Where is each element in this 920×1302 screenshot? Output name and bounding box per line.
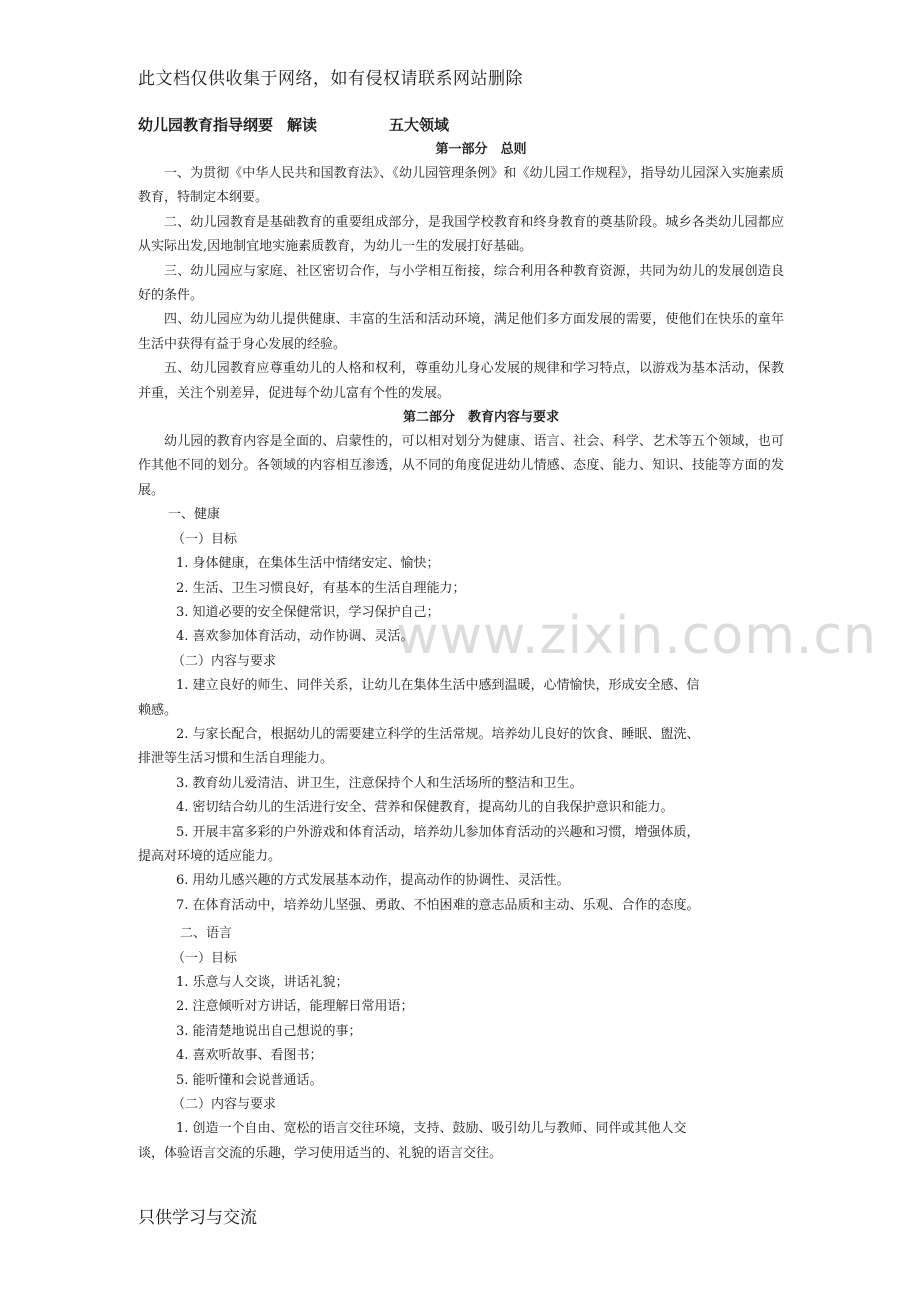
section-title-general: 第一部分 总则 — [435, 142, 527, 157]
goal-item: 1. 身体健康，在集体生活中情绪安定、愉快； — [176, 556, 440, 572]
content-heading: （二）内容与要求 — [172, 653, 277, 669]
goal-item: 2. 生活、卫生习惯良好，有基本的生活自理能力； — [176, 580, 466, 596]
goal-item: 3. 能清楚地说出自己想说的事； — [176, 1023, 362, 1039]
paragraph: 五、幼儿园教育应尊重幼儿的人格和权利，尊重幼儿身心发展的规律和学习特点，以游戏为基本活动，保教并重，关注个别差异，促进每个幼儿富有个性的发展。 — [138, 361, 784, 401]
content-item: 4. 密切结合幼儿的生活进行安全、营养和保健教育，提高幼儿的自我保护意识和能力。 — [176, 800, 674, 816]
title-part-2: 解读 — [287, 116, 318, 134]
goal-item: 3. 知道必要的安全保健常识，学习保护自己； — [176, 604, 440, 620]
goal-item: 5. 能听懂和会说普通话。 — [176, 1072, 323, 1088]
goal-item: 1. 乐意与人交谈，讲话礼貌； — [176, 975, 349, 990]
goals-heading: （一）目标 — [172, 950, 238, 966]
goals-heading: （一）目标 — [172, 531, 238, 547]
paragraph: 三、幼儿园应与家庭、社区密切合作，与小学相互衔接，综合利用各种教育资源，共同为幼儿的发展创造良好的条件。 — [138, 263, 784, 304]
paragraph: 幼儿园的教育内容是全面的、启蒙性的，可以相对划分为健康、语言、社会、科学、艺术等五个领域，也可作其他不同的划分。各领域的内容相互渗透，从不同的角度促进幼儿情感、态度、能力、知识、技能等方面的发展。 — [138, 434, 784, 498]
content-heading: （二）内容与要求 — [172, 1097, 277, 1113]
header-disclaimer: 此文档仅供收集于网络，如有侵权请联系网站删除 — [138, 69, 523, 89]
content-item: 3. 教育幼儿爱清洁、讲卫生，注意保持个人和生活场所的整洁和卫生。 — [176, 775, 583, 791]
goal-item: 4. 喜欢听故事、看图书； — [176, 1048, 323, 1064]
title-part-3: 五大领域 — [389, 116, 450, 134]
content-item: 1. 建立良好的师生、同伴关系，让幼儿在集体生活中感到温暖，心情愉快，形成安全感、信赖感。 — [138, 678, 700, 718]
document-body — [138, 112, 784, 1166]
title-part-1: 幼儿园教育指导纲要 — [138, 116, 274, 134]
document-title — [138, 112, 784, 138]
goal-item: 4. 喜欢参加体育活动，动作协调、灵活。 — [176, 629, 414, 645]
domain-heading-health: 一、健康 — [168, 507, 221, 523]
paragraph: 一、为贯彻《中华人民共和国教育法》、《幼儿园管理条例》和《幼儿园工作规程》，指导幼儿园深入实施素质教育，特制定本纲要。 — [138, 166, 784, 206]
content-item: 1. 创造一个自由、宽松的语言交往环境，支持、鼓励、吸引幼儿与教师、同伴或其他人交谈，体验语言交流的乐趣，学习使用适当的、礼貌的语言交往。 — [138, 1121, 687, 1161]
watermark: www.zixin.com.cn — [396, 606, 877, 666]
domain-heading-language: 二、语言 — [180, 926, 233, 942]
paragraph: 二、幼儿园教育是基础教育的重要组成部分，是我国学校教育和终身教育的奠基阶段。城乡各类幼儿园都应从实际出发,因地制宜地实施素质教育，为幼儿一生的发展打好基础。 — [138, 214, 784, 255]
content-item: 5. 开展丰富多彩的户外游戏和体育活动，培养幼儿参加体育活动的兴趣和习惯，增强体质，提高对环境的适应能力。 — [138, 824, 700, 864]
paragraph: 四、幼儿园应为幼儿提供健康、丰富的生活和活动环境，满足他们多方面发展的需要，使他们在快乐的童年生活中获得有益于身心发展的经验。 — [138, 312, 784, 352]
section-title-content: 第二部分 教育内容与要求 — [402, 410, 559, 426]
content-item: 7. 在体育活动中，培养幼儿坚强、勇敢、不怕困难的意志品质和主动、乐观、合作的态度。 — [176, 897, 700, 913]
content-item: 6. 用幼儿感兴趣的方式发展基本动作，提高动作的协调性、灵活性。 — [176, 873, 570, 889]
content-item: 2. 与家长配合，根据幼儿的需要建立科学的生活常规。培养幼儿良好的饮食、睡眠、盥洗、排泄等生活习惯和生活自理能力。 — [138, 726, 700, 767]
goal-item: 2. 注意倾听对方讲话，能理解日常用语； — [176, 999, 414, 1015]
footer-note: 只供学习与交流 — [138, 1208, 257, 1228]
